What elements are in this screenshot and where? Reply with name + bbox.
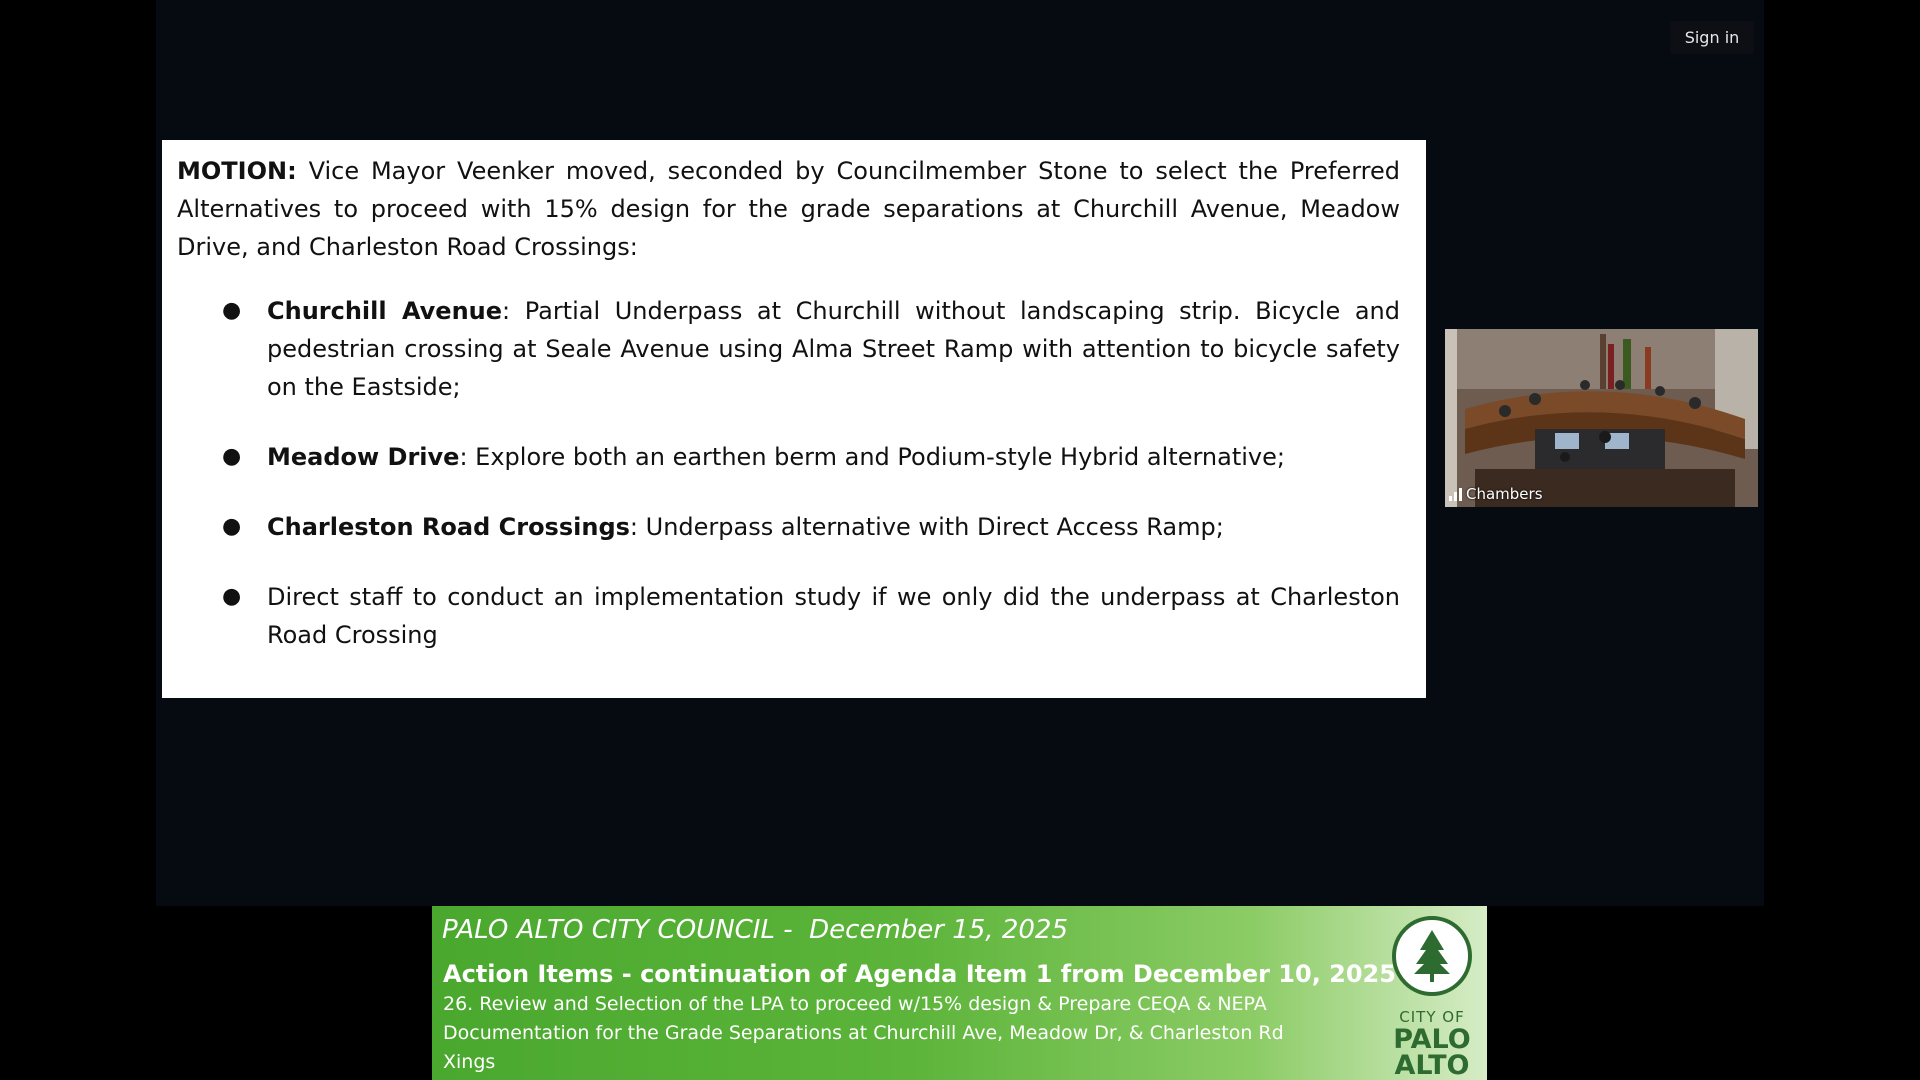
bullet-term: Churchill Avenue <box>267 297 503 325</box>
banner-action-line: Action Items - continuation of Agenda Item 1 from December 10, 2025 <box>443 960 1396 988</box>
logo-palo: PALO <box>1393 1024 1471 1055</box>
bullet-dot-icon: ● <box>222 514 242 539</box>
bullet-term: Meadow Drive <box>267 443 460 471</box>
logo-alto: ALTO <box>1394 1050 1470 1080</box>
bullet-item-churchill <box>177 292 1400 406</box>
meeting-banner <box>432 906 1487 1080</box>
banner-council-line: PALO ALTO CITY COUNCIL - December 15, 2025 <box>442 915 1069 945</box>
bullet-text: : Partial Underpass at Churchill without landscaping strip. Bicycle and pedestrian crossing at Seale Avenue using Alma Street Ramp with attention to bicycle safety on the Eastside; <box>267 297 1400 401</box>
motion-bullet-list <box>177 292 1400 654</box>
video-tile-name: Chambers <box>1466 485 1543 503</box>
bullet-text: : Underpass alternative with Direct Access Ramp; <box>629 513 1224 541</box>
sign-in-button[interactable]: Sign in <box>1670 21 1754 54</box>
bullet-dot-icon: ● <box>222 584 242 609</box>
signal-bars-icon <box>1449 487 1462 501</box>
chambers-video-tile[interactable] <box>1445 329 1758 507</box>
bullet-dot-icon: ● <box>222 444 242 469</box>
banner-description: 26. Review and Selection of the LPA to proceed w/15% design & Prepare CEQA & NEPA Documentation for the Grade Separations at Churchill Ave, Meadow Dr, & Charleston Rd Xings <box>443 993 1284 1073</box>
tree-icon <box>1392 916 1472 996</box>
motion-text: Vice Mayor Veenker moved, seconded by Councilmember Stone to select the Preferred Alternatives to proceed with 15% design for the grade separations at Churchill Avenue, Meadow Drive, and Charleston Road Crossings: <box>177 157 1400 261</box>
bullet-item-staff-study <box>177 578 1400 654</box>
logo-city-of: CITY OF <box>1399 1008 1465 1026</box>
video-tile-label <box>1449 485 1543 503</box>
motion-slide <box>162 140 1426 698</box>
chambers-video-image <box>1445 329 1758 507</box>
bullet-term: Charleston Road Crossings <box>267 513 630 541</box>
motion-paragraph <box>177 152 1400 266</box>
city-logo <box>1382 912 1482 1080</box>
motion-label: MOTION: <box>177 157 297 185</box>
bullet-item-meadow <box>177 438 1400 476</box>
bullet-text: Direct staff to conduct an implementation study if we only did the underpass at Charleston Road Crossing <box>267 583 1400 649</box>
bullet-dot-icon: ● <box>222 298 242 323</box>
bullet-text: : Explore both an earthen berm and Podium-style Hybrid alternative; <box>459 443 1285 471</box>
bullet-item-charleston <box>177 508 1400 546</box>
